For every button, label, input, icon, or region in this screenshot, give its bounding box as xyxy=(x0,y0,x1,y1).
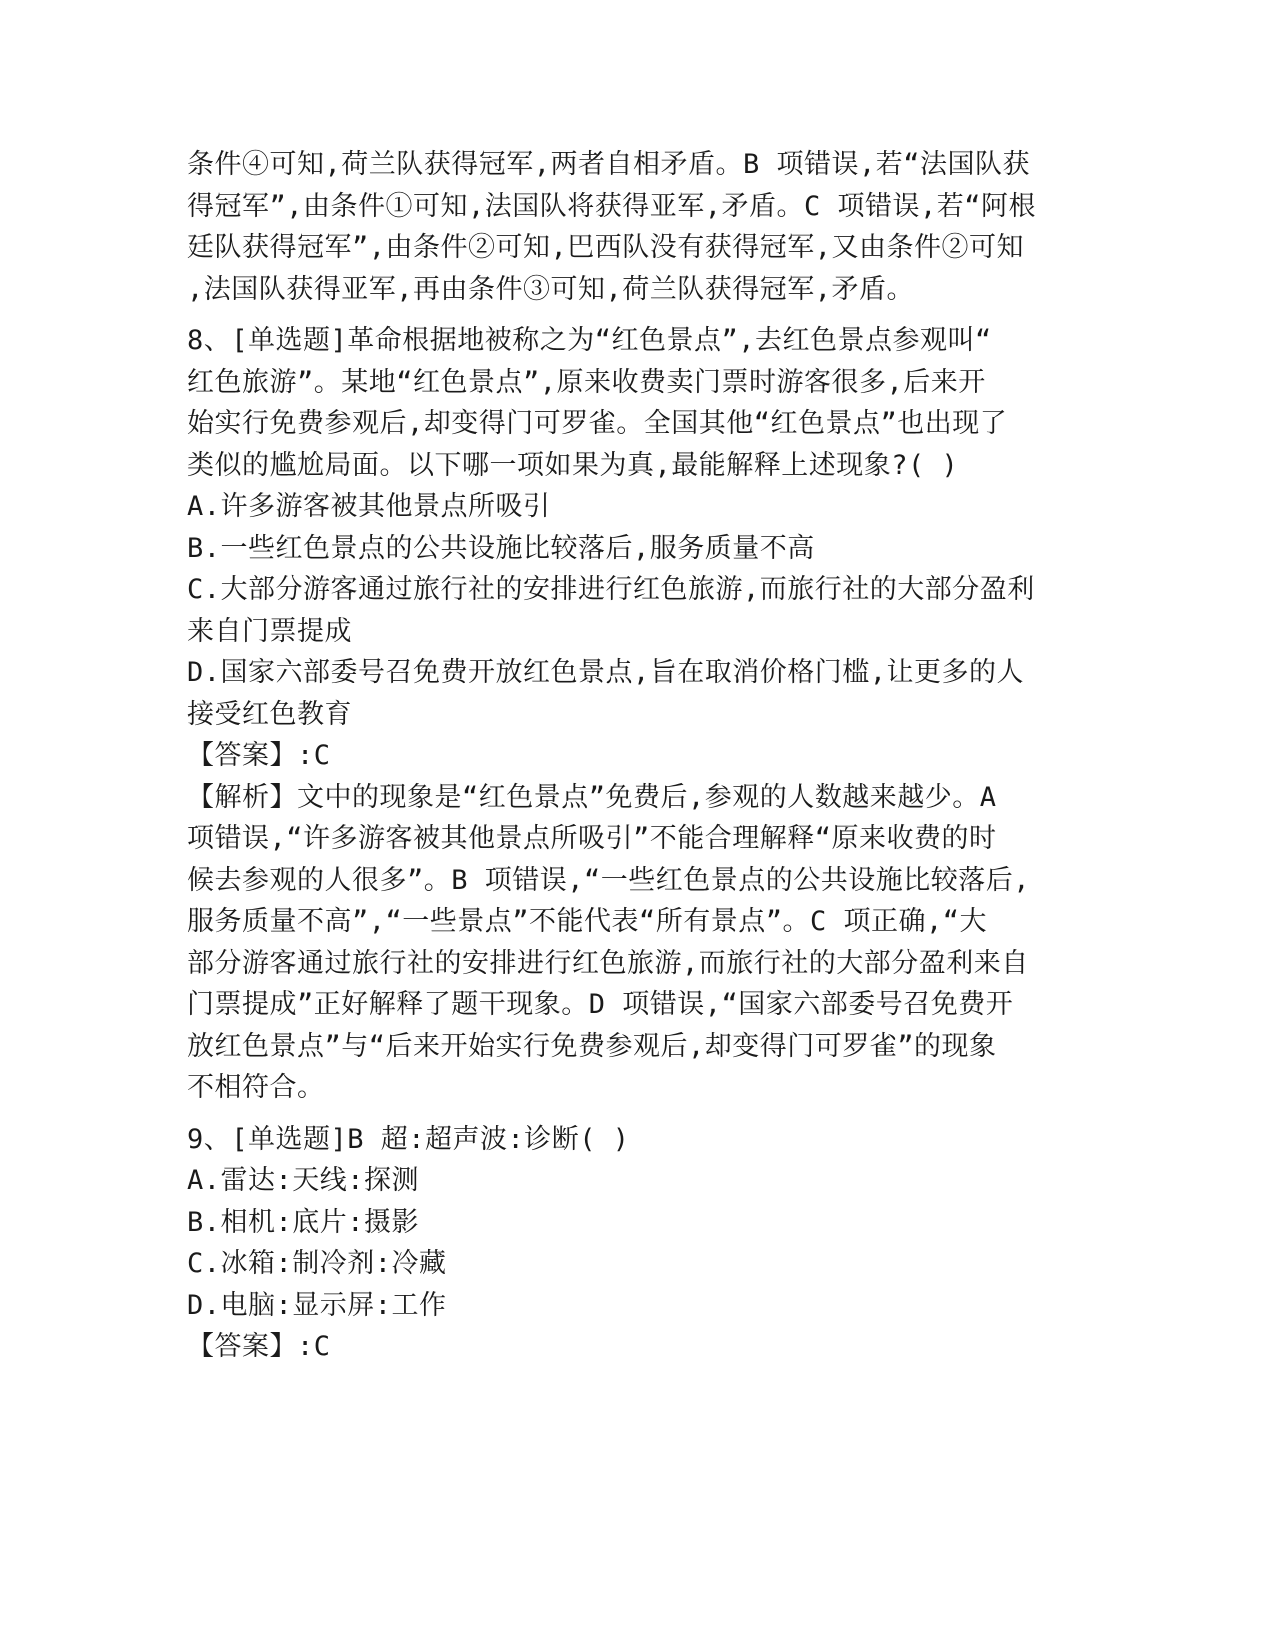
text-line: 始实行免费参观后,却变得门可罗雀。全国其他“红色景点”也出现了 xyxy=(187,408,1008,439)
option-a: A.雷达:天线:探测 xyxy=(187,1165,420,1196)
question-8 xyxy=(187,320,1087,1109)
option-b: B.相机:底片:摄影 xyxy=(187,1206,420,1238)
option-c-continued: 来自门票提成 xyxy=(187,615,352,647)
previous-analysis-continuation xyxy=(187,144,1087,310)
text-line: ,法国队获得亚军,再由条件③可知,荷兰队获得冠军,矛盾。 xyxy=(187,273,915,305)
text-line: 廷队获得冠军”,由条件②可知,巴西队没有获得冠军,又由条件②可知 xyxy=(187,232,1025,263)
text-line: 得冠军”,由条件①可知,法国队将获得亚军,矛盾。C 项错误,若“阿根 xyxy=(187,190,1037,222)
answer-line: 【答案】:C xyxy=(187,1331,331,1362)
text-line: 部分游客通过旅行社的安排进行红色旅游,而旅行社的大部分盈利来自 xyxy=(187,947,1029,979)
text-line: 红色旅游”。某地“红色景点”,原来收费卖门票时游客很多,后来开 xyxy=(187,366,986,398)
option-d: D.国家六部委号召免费开放红色景点,旨在取消价格门槛,让更多的人 xyxy=(187,657,1025,688)
text-line: 8、[单选题]革命根据地被称之为“红色景点”,去红色景点参观叫“ xyxy=(187,325,992,356)
text-line: 【解析】文中的现象是“红色景点”免费后,参观的人数越来越少。A xyxy=(187,781,997,813)
option-d: D.电脑:显示屏:工作 xyxy=(187,1289,447,1321)
text-line: 类似的尴尬局面。以下哪一项如果为真,最能解释上述现象?( ) xyxy=(187,449,959,481)
text-line: 项错误,“许多游客被其他景点所吸引”不能合理解释“原来收费的时 xyxy=(187,823,997,854)
option-b: B.一些红色景点的公共设施比较落后,服务质量不高 xyxy=(187,532,815,564)
text-line: 条件④可知,荷兰队获得冠军,两者自相矛盾。B 项错误,若“法国队获 xyxy=(187,149,1031,180)
option-d-continued: 接受红色教育 xyxy=(187,698,352,730)
text-line: 服务质量不高”,“一些景点”不能代表“所有景点”。C 项正确,“大 xyxy=(187,906,988,937)
question-9 xyxy=(187,1119,1087,1368)
question-options xyxy=(187,1160,1087,1326)
answer-line: 【答案】:C xyxy=(187,740,331,771)
option-a: A.许多游客被其他景点所吸引 xyxy=(187,491,551,522)
question-options xyxy=(187,486,1087,735)
question-stem: 9、[单选题]B 超:超声波:诊断( ) xyxy=(187,1123,630,1155)
text-line: 放红色景点”与“后来开始实行免费参观后,却变得门可罗雀”的现象 xyxy=(187,1030,997,1062)
question-stem xyxy=(187,320,1087,486)
text-line: 候去参观的人很多”。B 项错误,“一些红色景点的公共设施比较落后, xyxy=(187,864,1031,896)
text-line: 门票提成”正好解释了题干现象。D 项错误,“国家六部委号召免费开 xyxy=(187,989,1014,1020)
document-page xyxy=(187,144,1087,1368)
analysis xyxy=(187,777,1087,1109)
option-c: C.大部分游客通过旅行社的安排进行红色旅游,而旅行社的大部分盈利 xyxy=(187,574,1035,605)
text-line: 不相符合。 xyxy=(187,1072,325,1103)
option-c: C.冰箱:制冷剂:冷藏 xyxy=(187,1248,447,1279)
